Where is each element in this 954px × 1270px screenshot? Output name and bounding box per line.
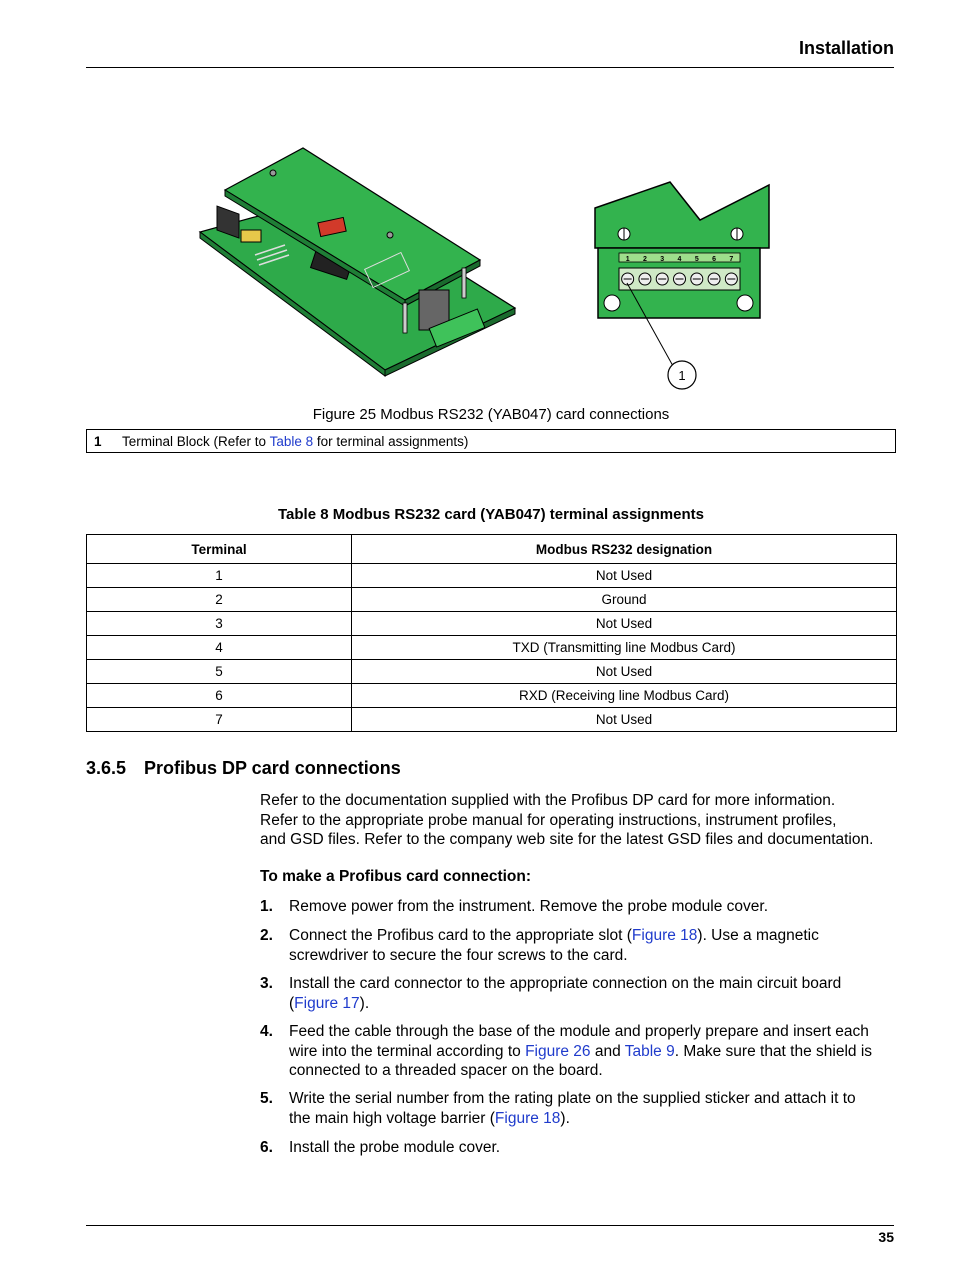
terminal-label: 6 (712, 256, 717, 263)
figure-caption: Figure 25 Modbus RS232 (YAB047) card connections (312, 406, 670, 423)
table-9-link[interactable]: Table 9 (624, 1042, 675, 1060)
terminal-label: 2 (642, 256, 647, 263)
procedure-title: To make a Profibus card connection: (260, 868, 532, 885)
page-number: 35 (878, 1229, 894, 1245)
table-row: 5 Not Used (87, 660, 897, 684)
table-8-link[interactable]: Table 8 (269, 434, 314, 449)
circuit-board-drawing (200, 148, 515, 376)
figure-illustration (195, 140, 785, 395)
terminal-assignment-table (86, 534, 897, 732)
intro-paragraph: Refer to the documentation supplied with the Profibus DP card for more information. Refer to the appropriate probe manual for operating instructions, instrument profiles, and GSD files. Refer to the company web site for the latest GSD files and documentation. (260, 792, 874, 848)
table-header-row (87, 535, 897, 564)
table-row: 4 TXD (Transmitting line Modbus Card) (87, 636, 897, 660)
section-number: 3.6.5 (86, 758, 127, 778)
terminal-label: 4 (677, 256, 682, 263)
section-title: Profibus DP card connections (144, 758, 401, 778)
table-row: 7 Not Used (87, 708, 897, 732)
terminal-block-drawing (595, 182, 769, 389)
figure-18-link[interactable]: Figure 18 (631, 927, 698, 944)
footer-rule (86, 1225, 894, 1226)
terminal-label: 5 (694, 256, 699, 263)
header-terminal: Terminal (87, 535, 352, 564)
figure-18-link[interactable]: Figure 18 (494, 1109, 561, 1127)
header-rule (86, 67, 894, 68)
terminal-label: 3 (660, 256, 665, 263)
table-row: 3 Not Used (87, 612, 897, 636)
terminal-label: 1 (625, 256, 630, 263)
callout-number: 1 (678, 368, 686, 383)
header-title: Installation (798, 38, 894, 58)
table-row: 2 Ground (87, 588, 897, 612)
legend-text: Terminal Block (Refer to Table 8 for terminal assignments) (122, 434, 469, 449)
figure-legend (86, 429, 896, 453)
section-heading (86, 758, 401, 779)
figure-17-link[interactable]: Figure 17 (294, 994, 360, 1012)
figure-26-link[interactable]: Figure 26 (525, 1042, 591, 1060)
header-designation: Modbus RS232 designation (352, 535, 897, 564)
table-row: 6 RXD (Receiving line Modbus Card) (87, 684, 897, 708)
table-title: Table 8 Modbus RS232 card (YAB047) terminal assignments (278, 506, 704, 523)
legend-number: 1 (94, 434, 102, 449)
terminal-label: 7 (729, 256, 734, 263)
table-row: 1 Not Used (87, 564, 897, 588)
